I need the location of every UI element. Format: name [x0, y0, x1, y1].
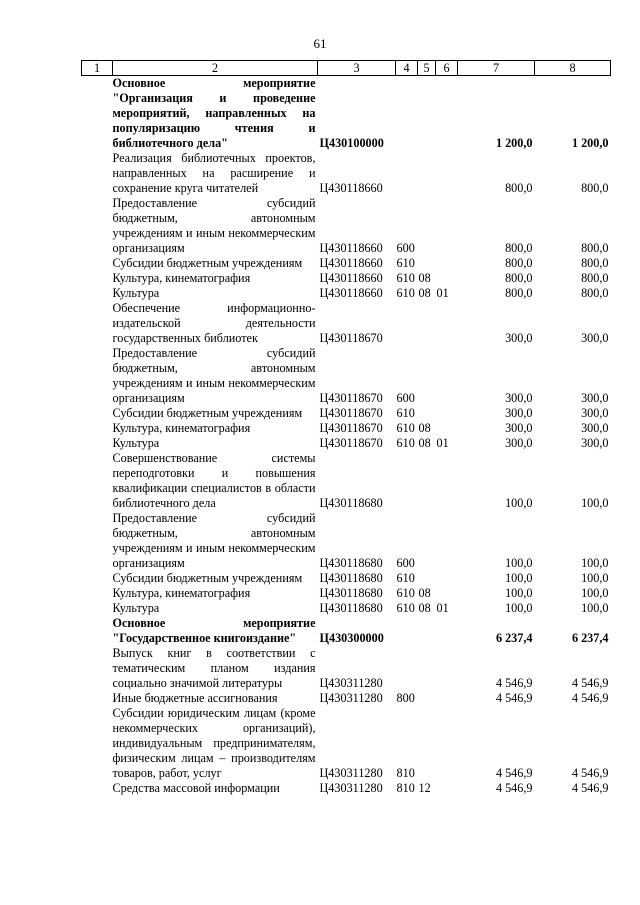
- row-name-cell: Реализация библиотечных проектов, направленных на расширение и сохранение круга читателей: [112, 151, 316, 195]
- row-name-cell: Культура, кинематография: [112, 421, 251, 435]
- row-code-cell: Ц430118680: [319, 571, 383, 585]
- header-col-3: 3: [318, 61, 396, 76]
- row-amount-col8-cell: 100,0: [581, 571, 609, 585]
- row-section-cell: 08: [418, 421, 431, 435]
- table-row: [82, 301, 611, 346]
- row-subsection-cell: [436, 616, 458, 646]
- row-index-cell: [82, 151, 113, 196]
- row-code-cell: Ц430311280: [319, 781, 383, 795]
- row-index-cell: [82, 601, 113, 616]
- row-name-cell: Культура, кинематография: [112, 586, 251, 600]
- row-code-cell: Ц430118660: [319, 256, 383, 270]
- row-code-cell: Ц430311280: [319, 766, 383, 780]
- row-subsection-cell: 01: [436, 436, 449, 450]
- row-code-cell: Ц430311280: [319, 676, 383, 690]
- row-amount-col7-cell: 6 237,4: [495, 631, 533, 645]
- row-name-cell: Основное мероприятие "Организация и проведение мероприятий, направленных на популяризацию чтения и библиотечного дела": [112, 76, 316, 150]
- row-index-cell: [82, 451, 113, 511]
- row-amount-col7-cell: 300,0: [505, 391, 533, 405]
- row-subsection-cell: [436, 586, 458, 601]
- row-section-cell: 08: [418, 271, 431, 285]
- row-code-cell: Ц430118670: [319, 421, 383, 435]
- row-section-cell: [418, 571, 436, 586]
- table-row: [82, 196, 611, 256]
- row-index-cell: [82, 571, 113, 586]
- row-amount-col7-cell: 4 546,9: [495, 766, 533, 780]
- row-amount-col8-cell: 800,0: [581, 256, 609, 270]
- row-name-cell: Культура: [112, 436, 160, 450]
- table-row: [82, 511, 611, 571]
- row-subsection-cell: [436, 691, 458, 706]
- row-index-cell: [82, 691, 113, 706]
- table-row: [82, 616, 611, 646]
- row-subsection-cell: [436, 151, 458, 196]
- row-code-cell: Ц430118660: [319, 241, 383, 255]
- row-subsection-cell: [436, 646, 458, 691]
- row-amount-col8-cell: 800,0: [581, 241, 609, 255]
- row-code-cell: Ц430118680: [319, 556, 383, 570]
- table-row: [82, 406, 611, 421]
- row-section-cell: [418, 256, 436, 271]
- row-index-cell: [82, 286, 113, 301]
- page-number: 61: [313, 36, 327, 51]
- table-header-row: [82, 61, 611, 76]
- row-section-cell: 08: [418, 286, 431, 300]
- row-code-cell: Ц430118670: [319, 391, 383, 405]
- row-name-cell: Обеспечение информационно-издательской деятельности государственных библиотек: [112, 301, 316, 345]
- header-col-6: 6: [436, 61, 458, 76]
- row-amount-col7-cell: 1 200,0: [495, 136, 533, 150]
- row-group-cell: 610: [396, 421, 415, 435]
- row-group-cell: [396, 646, 418, 691]
- table-row: [82, 76, 611, 152]
- row-amount-col7-cell: 800,0: [505, 256, 533, 270]
- table-row: [82, 286, 611, 301]
- row-name-cell: Средства массовой информации: [112, 781, 280, 795]
- row-index-cell: [82, 586, 113, 601]
- row-group-cell: 610: [396, 436, 415, 450]
- row-name-cell: Предоставление субсидий бюджетным, автономным учреждениям и иным некоммерческим организациям: [112, 346, 316, 405]
- row-subsection-cell: [436, 346, 458, 406]
- row-subsection-cell: [436, 271, 458, 286]
- budget-table: [81, 60, 611, 796]
- row-amount-col7-cell: 300,0: [505, 331, 533, 345]
- row-name-cell: Субсидии бюджетным учреждениям: [112, 406, 303, 420]
- table-row: [82, 421, 611, 436]
- row-index-cell: [82, 271, 113, 286]
- row-amount-col8-cell: 800,0: [581, 286, 609, 300]
- table-row: [82, 706, 611, 781]
- row-section-cell: 08: [418, 586, 431, 600]
- row-group-cell: 800: [396, 691, 415, 705]
- row-amount-col8-cell: 6 237,4: [571, 631, 609, 645]
- row-amount-col8-cell: 100,0: [581, 586, 609, 600]
- row-subsection-cell: [436, 571, 458, 586]
- row-amount-col7-cell: 300,0: [505, 436, 533, 450]
- row-amount-col8-cell: 300,0: [581, 391, 609, 405]
- row-name-cell: Предоставление субсидий бюджетным, автономным учреждениям и иным некоммерческим организациям: [112, 196, 316, 255]
- row-amount-col8-cell: 100,0: [581, 556, 609, 570]
- row-section-cell: 08: [418, 436, 431, 450]
- table-row: [82, 451, 611, 511]
- row-name-cell: Субсидии юридическим лицам (кроме некоммерческих организаций), индивидуальным предпринимателям, физическим лицам – производителям товаров, работ, услуг: [112, 706, 316, 780]
- row-section-cell: [418, 691, 436, 706]
- row-section-cell: 12: [418, 781, 431, 795]
- row-subsection-cell: [436, 781, 458, 796]
- row-subsection-cell: [436, 256, 458, 271]
- row-index-cell: [82, 346, 113, 406]
- row-group-cell: 610: [396, 601, 415, 615]
- row-name-cell: Иные бюджетные ассигнования: [112, 691, 278, 705]
- row-code-cell: Ц430100000: [319, 136, 384, 150]
- row-group-cell: 600: [396, 391, 415, 405]
- row-name-cell: Культура, кинематография: [112, 271, 251, 285]
- header-col-8: 8: [535, 61, 611, 76]
- header-col-5: 5: [418, 61, 436, 76]
- row-section-cell: [418, 451, 436, 511]
- row-group-cell: 810: [396, 781, 415, 795]
- header-col-4: 4: [396, 61, 418, 76]
- row-amount-col8-cell: 4 546,9: [571, 676, 609, 690]
- row-code-cell: Ц430118660: [319, 181, 383, 195]
- row-section-cell: [418, 151, 436, 196]
- row-amount-col8-cell: 4 546,9: [571, 691, 609, 705]
- row-name-cell: Культура: [112, 286, 160, 300]
- row-amount-col7-cell: 800,0: [505, 271, 533, 285]
- row-index-cell: [82, 256, 113, 271]
- row-amount-col8-cell: 300,0: [581, 436, 609, 450]
- row-amount-col7-cell: 800,0: [505, 181, 533, 195]
- row-amount-col8-cell: 4 546,9: [571, 781, 609, 795]
- row-name-cell: Основное мероприятие "Государственное книгоиздание": [112, 616, 316, 645]
- row-amount-col8-cell: 300,0: [581, 406, 609, 420]
- row-amount-col8-cell: 800,0: [581, 181, 609, 195]
- table-row: [82, 151, 611, 196]
- row-amount-col8-cell: 1 200,0: [571, 136, 609, 150]
- row-code-cell: Ц430118680: [319, 601, 383, 615]
- table-row: [82, 586, 611, 601]
- table-row: [82, 571, 611, 586]
- row-amount-col7-cell: 100,0: [505, 586, 533, 600]
- row-section-cell: [418, 646, 436, 691]
- row-section-cell: [418, 196, 436, 256]
- row-section-cell: [418, 76, 436, 152]
- row-code-cell: Ц430118670: [319, 331, 383, 345]
- row-code-cell: Ц430311280: [319, 691, 383, 705]
- row-index-cell: [82, 436, 113, 451]
- table-row: [82, 691, 611, 706]
- row-section-cell: [418, 511, 436, 571]
- table-row: [82, 646, 611, 691]
- row-section-cell: 08: [418, 601, 431, 615]
- row-code-cell: Ц430118670: [319, 436, 383, 450]
- row-amount-col8-cell: 4 546,9: [571, 766, 609, 780]
- row-index-cell: [82, 406, 113, 421]
- row-index-cell: [82, 421, 113, 436]
- row-index-cell: [82, 616, 113, 646]
- row-subsection-cell: 01: [436, 286, 449, 300]
- row-amount-col8-cell: 300,0: [581, 331, 609, 345]
- table-row: [82, 346, 611, 406]
- row-amount-col7-cell: 4 546,9: [495, 676, 533, 690]
- row-index-cell: [82, 511, 113, 571]
- row-group-cell: 600: [396, 556, 415, 570]
- table-row: [82, 436, 611, 451]
- row-index-cell: [82, 76, 113, 152]
- row-name-cell: Предоставление субсидий бюджетным, автономным учреждениям и иным некоммерческим организациям: [112, 511, 316, 570]
- row-name-cell: Культура: [112, 601, 160, 615]
- row-index-cell: [82, 646, 113, 691]
- row-subsection-cell: [436, 196, 458, 256]
- row-group-cell: 610: [396, 406, 415, 420]
- row-amount-col7-cell: 4 546,9: [495, 781, 533, 795]
- row-subsection-cell: [436, 76, 458, 152]
- table-row: [82, 601, 611, 616]
- row-subsection-cell: [436, 406, 458, 421]
- row-amount-col7-cell: 800,0: [505, 241, 533, 255]
- row-amount-col7-cell: 300,0: [505, 406, 533, 420]
- row-amount-col7-cell: 4 546,9: [495, 691, 533, 705]
- row-name-cell: Субсидии бюджетным учреждениям: [112, 256, 303, 270]
- table-body: [82, 76, 611, 797]
- row-amount-col8-cell: 300,0: [581, 421, 609, 435]
- row-subsection-cell: [436, 421, 458, 436]
- table-row: [82, 781, 611, 796]
- row-name-cell: Субсидии бюджетным учреждениям: [112, 571, 303, 585]
- row-group-cell: 610: [396, 286, 415, 300]
- row-group-cell: [396, 616, 418, 646]
- row-group-cell: 610: [396, 571, 415, 585]
- row-amount-col7-cell: 100,0: [505, 556, 533, 570]
- row-code-cell: Ц430118660: [319, 286, 383, 300]
- row-section-cell: [418, 301, 436, 346]
- row-subsection-cell: 01: [436, 601, 449, 615]
- row-group-cell: [396, 451, 418, 511]
- row-name-cell: Совершенствование системы переподготовки и повышения квалификации специалистов в области библиотечного дела: [112, 451, 316, 510]
- row-index-cell: [82, 301, 113, 346]
- row-amount-col7-cell: 300,0: [505, 421, 533, 435]
- row-section-cell: [418, 616, 436, 646]
- row-subsection-cell: [436, 706, 458, 781]
- row-amount-col7-cell: 100,0: [505, 571, 533, 585]
- row-code-cell: Ц430118670: [319, 406, 383, 420]
- row-code-cell: Ц430118660: [319, 271, 383, 285]
- row-name-cell: Выпуск книг в соответствии с тематическим планом издания социально значимой литературы: [112, 646, 316, 690]
- table-row: [82, 271, 611, 286]
- row-index-cell: [82, 196, 113, 256]
- row-index-cell: [82, 706, 113, 781]
- row-group-cell: [396, 301, 418, 346]
- row-code-cell: Ц430118680: [319, 586, 383, 600]
- row-subsection-cell: [436, 301, 458, 346]
- row-section-cell: [418, 406, 436, 421]
- row-group-cell: 610: [396, 586, 415, 600]
- row-amount-col8-cell: 100,0: [581, 496, 609, 510]
- row-amount-col8-cell: 100,0: [581, 601, 609, 615]
- row-code-cell: Ц430300000: [319, 631, 384, 645]
- row-group-cell: 610: [396, 256, 415, 270]
- row-subsection-cell: [436, 511, 458, 571]
- row-subsection-cell: [436, 451, 458, 511]
- row-amount-col7-cell: 100,0: [505, 601, 533, 615]
- row-group-cell: 810: [396, 766, 415, 780]
- row-section-cell: [418, 706, 436, 781]
- header-col-2: 2: [113, 61, 318, 76]
- row-group-cell: [396, 76, 418, 152]
- row-group-cell: 610: [396, 271, 415, 285]
- header-col-7: 7: [458, 61, 535, 76]
- row-amount-col7-cell: 100,0: [505, 496, 533, 510]
- table-row: [82, 256, 611, 271]
- row-index-cell: [82, 781, 113, 796]
- row-amount-col7-cell: 800,0: [505, 286, 533, 300]
- row-section-cell: [418, 346, 436, 406]
- row-group-cell: 600: [396, 241, 415, 255]
- row-code-cell: Ц430118680: [319, 496, 383, 510]
- header-col-1: 1: [82, 61, 113, 76]
- row-amount-col8-cell: 800,0: [581, 271, 609, 285]
- row-group-cell: [396, 151, 418, 196]
